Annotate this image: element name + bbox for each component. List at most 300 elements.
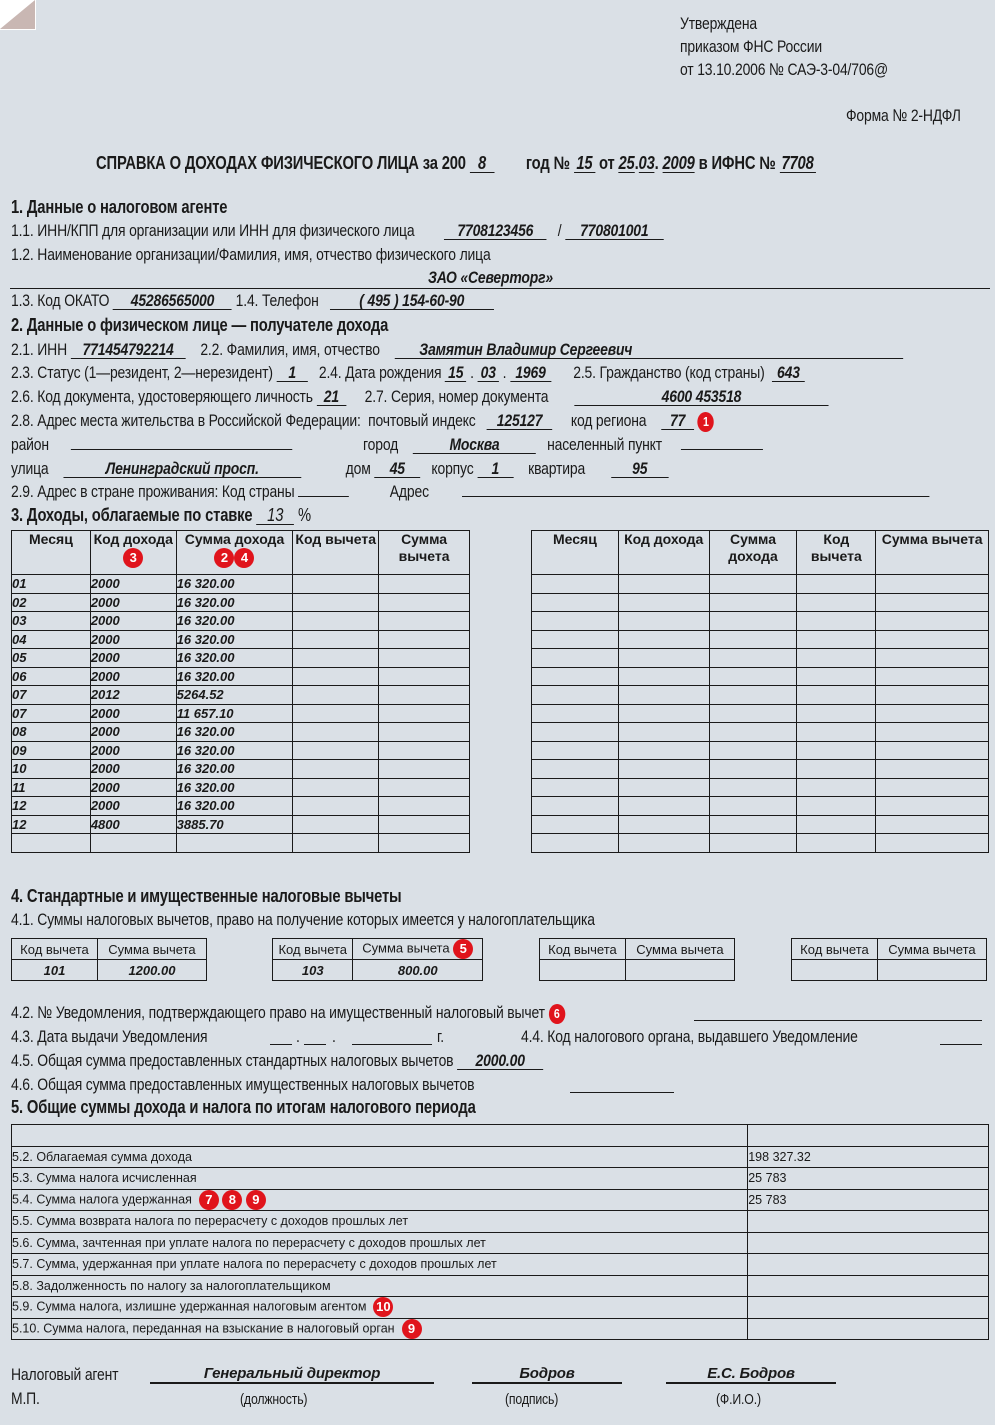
annotation-badge-7: 7 — [199, 1190, 219, 1210]
total-value[interactable]: 25 783 — [748, 1168, 989, 1190]
total-value[interactable] — [748, 1211, 989, 1233]
annotation-badge-6: 6 — [549, 1004, 565, 1024]
cell-income-amount[interactable]: 16 320.00 — [176, 612, 293, 631]
table-row — [12, 1297, 989, 1319]
cell-deduction-code[interactable] — [293, 797, 379, 816]
cell-deduction-code[interactable] — [797, 667, 876, 686]
annotation-badge-9b: 9 — [402, 1319, 422, 1339]
cell-month[interactable] — [532, 593, 619, 612]
cell-month[interactable] — [532, 686, 619, 705]
cell-month[interactable] — [532, 760, 619, 779]
person-inn-field[interactable]: 771454792214 — [71, 341, 186, 359]
section3-heading-row — [11, 505, 311, 526]
cell-deduction-amount[interactable] — [379, 704, 470, 723]
table-row — [532, 612, 989, 631]
approval-line-3: от 13.10.2006 № САЭ-3-04/706@ — [680, 60, 889, 79]
cell-deduction-amount[interactable] — [876, 760, 989, 779]
cell-income-code[interactable]: 2012 — [90, 686, 176, 705]
foreign-country-field[interactable] — [298, 496, 349, 497]
cell-deduction-amount[interactable] — [876, 649, 989, 668]
table-row — [12, 760, 470, 779]
cell-deduction-code[interactable] — [293, 760, 379, 779]
cell-deduction-amount[interactable] — [379, 797, 470, 816]
citizenship-field[interactable]: 643 — [772, 364, 805, 382]
cell-deduction-amount[interactable] — [379, 760, 470, 779]
cell-month[interactable] — [532, 797, 619, 816]
cell-deduction-code[interactable] — [797, 593, 876, 612]
cell-month[interactable]: 03 — [12, 612, 91, 631]
cell-deduction-amount[interactable] — [379, 686, 470, 705]
district-field[interactable] — [71, 449, 292, 450]
table-row — [12, 1232, 989, 1254]
cell-deduction-code[interactable] — [293, 612, 379, 631]
cell-income-code[interactable]: 2000 — [90, 760, 176, 779]
agent-name-field[interactable]: ЗАО «Северторг» — [428, 268, 553, 287]
total-label: 5.7. Сумма, удержанная при уплате налога по перерасчету с доходов прошлых лет — [12, 1254, 748, 1276]
cell-income-code[interactable] — [618, 815, 709, 834]
cell-deduction-code[interactable] — [797, 686, 876, 705]
cell-income-amount[interactable] — [709, 630, 797, 649]
status-field[interactable]: 1 — [277, 364, 308, 382]
prop-total-field[interactable] — [570, 1092, 674, 1093]
cell-income-code[interactable]: 2000 — [90, 741, 176, 760]
position-field[interactable]: Генеральный директор — [150, 1365, 434, 1384]
cell-month[interactable] — [532, 741, 619, 760]
street-field[interactable]: Ленинградский просп. — [63, 460, 301, 478]
cell-income-code[interactable]: 2000 — [90, 630, 176, 649]
table-row — [532, 593, 989, 612]
foreign-address-field[interactable] — [462, 496, 929, 497]
cell-month[interactable]: 09 — [12, 741, 91, 760]
std-total-label: 4.5. Общая сумма предоставленных стандартных налоговых вычетов — [11, 1051, 454, 1070]
locality-label: населенный пункт — [547, 435, 663, 454]
cell-deduction-code[interactable] — [797, 760, 876, 779]
cell-income-amount[interactable] — [709, 778, 797, 797]
issue-day-field[interactable]: 25 — [618, 153, 635, 173]
total-label: 5.6. Сумма, зачтенная при уплате налога по перерасчету с доходов прошлых лет — [12, 1232, 748, 1254]
okato-label: 1.3. Код ОКАТО — [11, 291, 110, 310]
foreign-address-label: Адрес — [389, 482, 429, 501]
annotation-badge-1: 1 — [698, 412, 714, 432]
cell-month[interactable]: 07 — [12, 704, 91, 723]
notice-number-field[interactable] — [694, 1020, 982, 1021]
deduction-amount-cell[interactable]: 1200.00 — [97, 960, 206, 981]
year-suffix: г. — [437, 1027, 444, 1046]
cell-income-amount[interactable]: 16 320.00 — [176, 797, 293, 816]
cell-deduction-amount[interactable] — [876, 704, 989, 723]
document-title: СПРАВКА О ДОХОДАХ ФИЗИЧЕСКОГО ЛИЦА за 200 8 год № 15 от 25.03. 2009 в ИФНС № 7708 — [96, 153, 814, 173]
std-total-field[interactable]: 2000.00 — [457, 1052, 543, 1070]
form-number: Форма № 2-НДФЛ — [846, 106, 961, 125]
cell-deduction-code[interactable] — [293, 723, 379, 742]
cell-deduction-code[interactable] — [797, 704, 876, 723]
cell-deduction-amount[interactable] — [876, 667, 989, 686]
table-row — [12, 593, 470, 612]
cell-deduction-amount[interactable] — [379, 723, 470, 742]
city-label: город — [363, 435, 399, 454]
cell-income-code[interactable]: 2000 — [90, 723, 176, 742]
table-row — [12, 1275, 989, 1297]
cell-income-amount[interactable] — [709, 797, 797, 816]
notice-year-field[interactable] — [352, 1044, 432, 1045]
document-row — [11, 387, 829, 407]
cell-deduction-amount[interactable] — [379, 667, 470, 686]
phone-field[interactable]: ( 495 ) 154-60-90 — [330, 292, 494, 310]
year-digit-field[interactable]: 8 — [470, 155, 495, 173]
cell-deduction-amount[interactable] — [379, 649, 470, 668]
deduction-amount-cell[interactable]: 800.00 — [353, 960, 483, 981]
cell-deduction-amount[interactable] — [876, 593, 989, 612]
cell-income-amount[interactable]: 16 320.00 — [176, 630, 293, 649]
district-row — [11, 435, 763, 455]
cell-deduction-amount[interactable] — [876, 630, 989, 649]
cell-income-code[interactable]: 2000 — [90, 704, 176, 723]
total-label: 5.8. Задолженность по налогу за налогоплательщиком — [12, 1275, 748, 1297]
table-row — [532, 797, 989, 816]
cell-income-code[interactable] — [618, 704, 709, 723]
deduction-code-cell[interactable]: 101 — [12, 960, 98, 981]
cell-income-amount[interactable]: 16 320.00 — [176, 723, 293, 742]
cell-income-amount[interactable] — [709, 612, 797, 631]
header-deduction-code: Код вычета — [792, 939, 878, 960]
cell-month[interactable] — [532, 834, 619, 853]
notice-org-label: 4.4. Код налогового органа, выдавшего Уведомление — [521, 1027, 858, 1046]
total-label: 5.10. Сумма налога, переданная на взыскание в налоговый орган — [12, 1321, 395, 1336]
cell-income-code[interactable]: 2000 — [90, 593, 176, 612]
person-inn-row — [11, 340, 903, 360]
dot-separator: . — [296, 1027, 300, 1046]
total-value[interactable] — [748, 1254, 989, 1276]
cell-income-amount[interactable]: 16 320.00 — [176, 575, 293, 594]
cell-month[interactable]: 08 — [12, 723, 91, 742]
cell-month[interactable] — [532, 649, 619, 668]
cell-month[interactable] — [532, 630, 619, 649]
table-row — [12, 1254, 989, 1276]
notice-month-field[interactable] — [304, 1044, 326, 1045]
cell-month[interactable] — [12, 834, 91, 853]
dob-day-field[interactable]: 15 — [445, 364, 466, 382]
approval-line-2: приказом ФНС России — [680, 37, 822, 56]
percent-sign: % — [298, 505, 311, 525]
cell-month[interactable]: 04 — [12, 630, 91, 649]
certificate-number-field[interactable]: 15 — [574, 155, 595, 173]
okato-field[interactable]: 45286565000 — [113, 292, 232, 310]
total-label: 5.4. Сумма налога удержанная — [12, 1192, 192, 1207]
cell-deduction-code[interactable] — [797, 723, 876, 742]
signature-field[interactable]: Бодров — [472, 1365, 622, 1384]
cell-income-code[interactable] — [618, 630, 709, 649]
doc-number-field[interactable]: 4600 453518 — [574, 388, 828, 406]
cell-income-amount[interactable] — [709, 741, 797, 760]
cell-deduction-amount[interactable] — [379, 741, 470, 760]
total-label — [12, 1125, 748, 1147]
agent-inn-field[interactable]: 7708123456 — [444, 222, 547, 240]
cell-month[interactable]: 01 — [12, 575, 91, 594]
income-table-left — [11, 530, 470, 853]
table-row — [12, 575, 470, 594]
cell-income-code[interactable] — [618, 760, 709, 779]
cell-deduction-amount[interactable] — [379, 815, 470, 834]
cell-income-code[interactable] — [618, 649, 709, 668]
cell-deduction-amount[interactable] — [379, 778, 470, 797]
total-label-cell — [12, 1318, 748, 1340]
table-row — [532, 575, 989, 594]
ifns-label: в ИФНС № — [698, 153, 776, 173]
cell-deduction-code[interactable] — [797, 834, 876, 853]
cell-income-code[interactable] — [90, 834, 176, 853]
cell-month[interactable]: 07 — [12, 686, 91, 705]
cell-month[interactable]: 06 — [12, 667, 91, 686]
cell-month[interactable]: 12 — [12, 797, 91, 816]
total-value[interactable] — [748, 1125, 989, 1147]
cell-month[interactable] — [532, 575, 619, 594]
dob-label: 2.4. Дата рождения — [318, 363, 442, 382]
cell-month[interactable] — [532, 612, 619, 631]
deduction-table-2 — [272, 938, 483, 981]
cell-deduction-amount[interactable] — [876, 741, 989, 760]
table-row — [532, 834, 989, 853]
cell-income-code[interactable]: 2000 — [90, 649, 176, 668]
annotation-badge-5: 5 — [453, 939, 473, 959]
cell-income-amount[interactable] — [709, 649, 797, 668]
cell-deduction-amount[interactable] — [876, 815, 989, 834]
cell-deduction-code[interactable] — [797, 797, 876, 816]
cell-income-code[interactable]: 2000 — [90, 778, 176, 797]
fio-signature-field[interactable]: Е.С. Бодров — [666, 1365, 836, 1384]
table-row — [532, 723, 989, 742]
stamp-label: М.П. — [11, 1389, 40, 1408]
issue-month-field[interactable]: 03 — [638, 153, 655, 173]
header-income-code: Код дохода — [618, 531, 709, 575]
cell-deduction-code[interactable] — [293, 741, 379, 760]
cell-income-amount[interactable] — [709, 593, 797, 612]
cell-month[interactable]: 12 — [12, 815, 91, 834]
total-value[interactable] — [748, 1232, 989, 1254]
cell-income-code[interactable]: 2000 — [90, 797, 176, 816]
total-value[interactable] — [748, 1318, 989, 1340]
annotation-badge-2: 2 — [214, 548, 234, 568]
notice-number-label: 4.2. № Уведомления, подтверждающего право на имущественный налоговый вычет — [11, 1003, 545, 1022]
cell-income-amount[interactable] — [709, 834, 797, 853]
cell-deduction-code[interactable] — [293, 704, 379, 723]
total-value[interactable] — [748, 1297, 989, 1319]
dob-month-field[interactable]: 03 — [478, 364, 499, 382]
total-label-cell — [12, 1297, 748, 1319]
postcode-field[interactable]: 125127 — [487, 412, 553, 430]
table-row — [532, 704, 989, 723]
locality-field[interactable] — [681, 449, 763, 450]
table-row — [12, 649, 470, 668]
cell-income-amount[interactable] — [709, 815, 797, 834]
cell-deduction-code[interactable] — [293, 834, 379, 853]
cell-income-code[interactable]: 4800 — [90, 815, 176, 834]
cell-income-amount[interactable] — [709, 760, 797, 779]
header-month: Месяц — [532, 531, 619, 575]
region-label: код региона — [570, 411, 647, 430]
cell-month[interactable]: 11 — [12, 778, 91, 797]
cell-income-code[interactable] — [618, 593, 709, 612]
cell-month[interactable]: 10 — [12, 760, 91, 779]
header-deduction-code: Код вычета — [797, 531, 876, 575]
notice-org-field[interactable] — [940, 1044, 982, 1045]
status-label: 2.3. Статус (1—резидент, 2—нерезидент) — [11, 363, 273, 382]
phone-label: 1.4. Телефон — [235, 291, 319, 310]
cell-month[interactable]: 02 — [12, 593, 91, 612]
cell-income-code[interactable]: 2000 — [90, 612, 176, 631]
total-value[interactable]: 198 327.32 — [748, 1146, 989, 1168]
cell-deduction-amount[interactable] — [876, 723, 989, 742]
cell-income-amount[interactable] — [709, 575, 797, 594]
cell-month[interactable] — [532, 704, 619, 723]
cell-month[interactable] — [532, 815, 619, 834]
cell-income-code[interactable]: 2000 — [90, 667, 176, 686]
cell-income-amount[interactable]: 16 320.00 — [176, 778, 293, 797]
cell-deduction-amount[interactable] — [876, 612, 989, 631]
cell-income-amount[interactable] — [176, 834, 293, 853]
doc-code-label: 2.6. Код документа, удостоверяющего личность — [11, 387, 313, 406]
deduction-amount-cell[interactable] — [625, 960, 734, 981]
cell-deduction-amount[interactable] — [379, 593, 470, 612]
cell-deduction-code[interactable] — [797, 649, 876, 668]
cell-deduction-amount[interactable] — [379, 612, 470, 631]
approval-block — [680, 12, 888, 81]
table-row — [12, 630, 470, 649]
cell-deduction-amount[interactable] — [876, 686, 989, 705]
cell-deduction-amount[interactable] — [876, 778, 989, 797]
cell-income-amount[interactable]: 5264.52 — [176, 686, 293, 705]
cell-income-amount[interactable]: 16 320.00 — [176, 741, 293, 760]
citizenship-label: 2.5. Гражданство (код страны) — [573, 363, 765, 382]
prop-total-label: 4.6. Общая сумма предоставленных имущественных налоговых вычетов — [11, 1075, 475, 1094]
cell-income-amount[interactable]: 16 320.00 — [176, 593, 293, 612]
header-deduction-amount: Сумма вычета — [379, 531, 470, 575]
dob-year-field[interactable]: 1969 — [510, 364, 551, 382]
tax-rate-field[interactable]: 13 — [256, 507, 294, 525]
cell-month[interactable] — [532, 667, 619, 686]
total-value[interactable] — [748, 1275, 989, 1297]
cell-deduction-code[interactable] — [293, 630, 379, 649]
header-deduction-amount: Сумма вычета 5 — [353, 939, 483, 960]
region-field[interactable]: 77 — [661, 412, 694, 430]
deduction-table-3 — [539, 938, 735, 981]
cell-deduction-amount[interactable] — [379, 630, 470, 649]
cell-deduction-code[interactable] — [293, 778, 379, 797]
cell-deduction-code[interactable] — [797, 741, 876, 760]
status-row: 2.3. Статус (1—резидент, 2—нерезидент) 1 2.4. Дата рождения 15 . 03 . 1969 2.5. Гражданство (код страны) 643 — [11, 363, 805, 383]
postcode-label: почтовый индекс — [368, 411, 476, 430]
cell-income-amount[interactable]: 3885.70 — [176, 815, 293, 834]
total-label-cell — [12, 1189, 748, 1211]
cell-month[interactable]: 05 — [12, 649, 91, 668]
table-row — [12, 834, 470, 853]
cell-income-code[interactable] — [618, 778, 709, 797]
cell-income-amount[interactable] — [709, 704, 797, 723]
from-label: от — [598, 153, 615, 173]
section5-heading: 5. Общие суммы дохода и налога по итогам налогового периода — [11, 1097, 476, 1117]
cell-income-code[interactable]: 2000 — [90, 575, 176, 594]
agent-name-underline — [10, 288, 990, 289]
cell-income-amount[interactable]: 11 657.10 — [176, 704, 293, 723]
header-deduction-amount: Сумма вычета — [877, 939, 986, 960]
person-inn-label: 2.1. ИНН — [11, 340, 67, 359]
deduction-code-cell[interactable]: 103 — [273, 960, 353, 981]
cell-deduction-amount[interactable] — [876, 797, 989, 816]
foreign-address-row — [11, 482, 930, 502]
cell-deduction-amount[interactable] — [876, 575, 989, 594]
cell-income-code[interactable] — [618, 741, 709, 760]
table-row — [532, 667, 989, 686]
title-prefix: СПРАВКА О ДОХОДАХ ФИЗИЧЕСКОГО ЛИЦА за 200 — [96, 153, 466, 173]
cell-income-code[interactable] — [618, 797, 709, 816]
cell-income-amount[interactable]: 16 320.00 — [176, 760, 293, 779]
house-field[interactable]: 45 — [374, 460, 420, 478]
header-month: Месяц — [12, 531, 91, 575]
cell-deduction-amount[interactable] — [379, 575, 470, 594]
apartment-field[interactable]: 95 — [611, 460, 668, 478]
agent-kpp-field[interactable]: 770801001 — [565, 222, 663, 240]
cell-income-code[interactable] — [618, 612, 709, 631]
issue-year-field[interactable]: 2009 — [662, 153, 695, 173]
doc-code-field[interactable]: 21 — [317, 388, 347, 406]
cell-income-amount[interactable] — [709, 686, 797, 705]
cell-income-code[interactable] — [618, 575, 709, 594]
cell-deduction-code[interactable] — [797, 778, 876, 797]
deduction-table-1 — [11, 938, 207, 981]
cell-income-code[interactable] — [618, 667, 709, 686]
cell-deduction-code[interactable] — [797, 612, 876, 631]
deduction-code-cell[interactable] — [792, 960, 878, 981]
cell-deduction-amount[interactable] — [379, 834, 470, 853]
table-row — [532, 815, 989, 834]
notice-day-field[interactable] — [270, 1044, 292, 1045]
cell-deduction-code[interactable] — [293, 815, 379, 834]
cell-deduction-code[interactable] — [293, 575, 379, 594]
deduction-code-cell[interactable] — [540, 960, 626, 981]
table-row — [12, 704, 470, 723]
cell-deduction-code[interactable] — [797, 630, 876, 649]
cell-deduction-code[interactable] — [797, 575, 876, 594]
section2-heading: 2. Данные о физическом лице — получателе дохода — [11, 315, 389, 335]
ifns-field[interactable]: 7708 — [781, 153, 814, 173]
building-field[interactable]: 1 — [477, 460, 513, 478]
cell-income-amount[interactable] — [709, 667, 797, 686]
cell-income-amount[interactable]: 16 320.00 — [176, 667, 293, 686]
cell-income-amount[interactable] — [709, 723, 797, 742]
cell-income-code[interactable] — [618, 834, 709, 853]
cell-deduction-amount[interactable] — [876, 834, 989, 853]
cell-month[interactable] — [532, 723, 619, 742]
street-row — [11, 459, 668, 479]
annotation-badge-4: 4 — [234, 548, 254, 568]
house-label: дом — [345, 459, 371, 478]
cell-deduction-code[interactable] — [293, 667, 379, 686]
cell-deduction-code[interactable] — [293, 649, 379, 668]
position-caption: (должность) — [240, 1391, 308, 1408]
city-field[interactable]: Москва — [413, 436, 536, 454]
cell-income-amount[interactable]: 16 320.00 — [176, 649, 293, 668]
fio-field[interactable]: Замятин Владимир Сергеевич — [395, 341, 903, 359]
cell-month[interactable] — [532, 778, 619, 797]
cell-deduction-code[interactable] — [293, 593, 379, 612]
deduction-amount-cell[interactable] — [877, 960, 986, 981]
cell-deduction-code[interactable] — [797, 815, 876, 834]
cell-income-code[interactable] — [618, 723, 709, 742]
cell-deduction-code[interactable] — [293, 686, 379, 705]
header-deduction-amount: Сумма вычета — [876, 531, 989, 575]
total-value[interactable]: 25 783 — [748, 1189, 989, 1211]
header-deduction-amount: Сумма вычета — [97, 939, 206, 960]
cell-income-code[interactable] — [618, 686, 709, 705]
